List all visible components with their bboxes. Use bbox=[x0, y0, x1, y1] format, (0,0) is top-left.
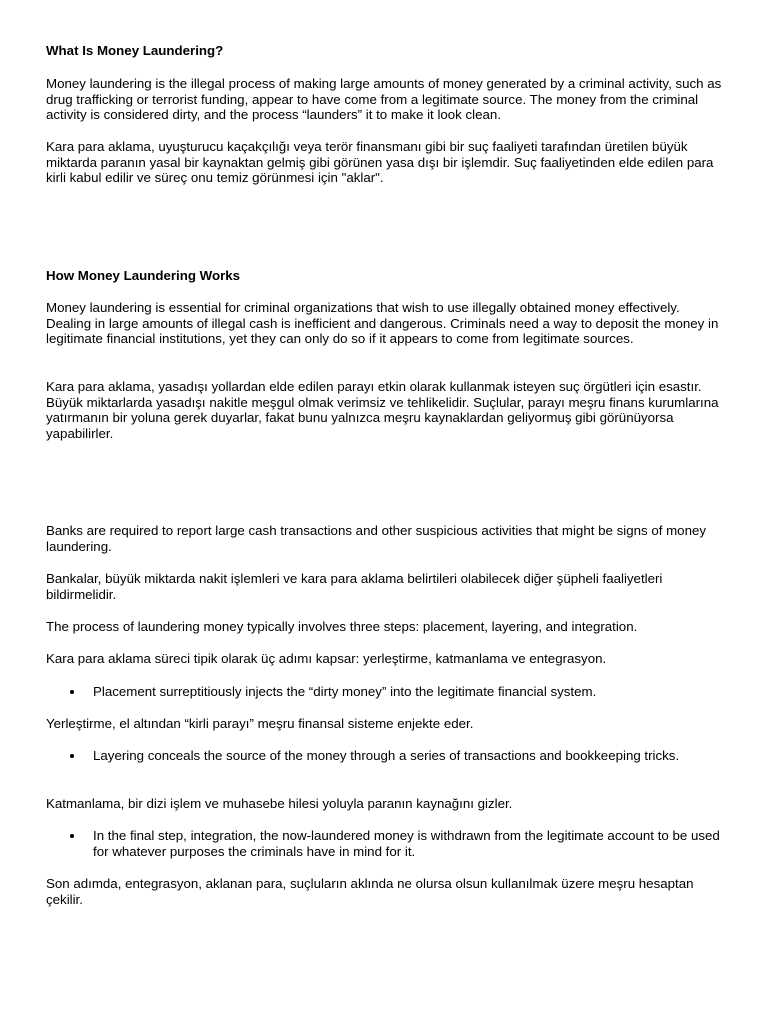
list-item-layering bbox=[46, 748, 722, 764]
paragraph-how-it-works-en: Money laundering is essential for criminal organizations that wish to use illegally obtained money effectively. Dealing in large amounts of illegal cash is inefficient and dangerous. Criminals need a way to deposit the money in legitimate financial institutions, yet they can only do so if it appears to come from legitimate sources. bbox=[46, 300, 719, 347]
bullet-icon bbox=[46, 828, 93, 859]
bullet-text-layering: Layering conceals the source of the money through a series of transactions and bookkeeping tricks. bbox=[93, 748, 680, 763]
paragraph-placement-tr: Yerleştirme, el altından “kirli parayı” meşru finansal sisteme enjekte eder. bbox=[46, 716, 474, 731]
bullet-icon bbox=[46, 748, 93, 764]
paragraph-banks-tr: Bankalar, büyük miktarda nakit işlemleri ve kara para aklama belirtileri olabilecek diğer şüpheli faaliyetleri bildirmelidir. bbox=[46, 571, 663, 602]
list-item-placement bbox=[46, 684, 722, 700]
bullet-text-placement: Placement surreptitiously injects the “dirty money” into the legitimate financial system. bbox=[93, 684, 597, 699]
paragraph-banks-en: Banks are required to report large cash transactions and other suspicious activities that might be signs of money laundering. bbox=[46, 523, 707, 554]
paragraph-process-en: The process of laundering money typically involves three steps: placement, layering, and integration. bbox=[46, 619, 638, 634]
list-item-integration bbox=[46, 828, 722, 859]
bullet-text-integration: In the final step, integration, the now-laundered money is withdrawn from the legitimate account to be used for whatever purposes the criminals have in mind for it. bbox=[93, 828, 720, 859]
heading-what-is-money-laundering: What Is Money Laundering? bbox=[46, 43, 224, 58]
paragraph-layering-tr: Katmanlama, bir dizi işlem ve muhasebe hilesi yoluyla paranın kaynağını gizler. bbox=[46, 796, 513, 811]
heading-how-money-laundering-works: How Money Laundering Works bbox=[46, 268, 241, 283]
bullet-icon bbox=[46, 684, 93, 700]
paragraph-process-tr: Kara para aklama süreci tipik olarak üç adımı kapsar: yerleştirme, katmanlama ve entegrasyon. bbox=[46, 651, 607, 666]
paragraph-how-it-works-tr: Kara para aklama, yasadışı yollardan elde edilen parayı etkin olarak kullanmak isteyen suç örgütleri için esastır. Büyük miktarlarda yasadışı nakitle meşgul olmak verimsiz ve tehlikelidir. Suçlular, parayı meşru finans kurumlarına yatırmanın bir yoluna gerek duyarlar, fakat bunu yalnızca meşru kaynaklardan geliyormuş gibi görünüyorsa yapabilirler. bbox=[46, 379, 719, 441]
paragraph-definition-tr: Kara para aklama, uyuşturucu kaçakçılığı veya terör finansmanı gibi bir suç faaliyeti tarafından üretilen büyük miktarda paranın yasal bir kaynaktan gelmiş gibi görünen yasa dışı bir işlemdir. Suç faaliyetinden elde edilen para kirli kabul edilir ve süreç onu temiz görünmesi için "aklar". bbox=[46, 139, 714, 186]
paragraph-definition-en: Money laundering is the illegal process of making large amounts of money generated by a criminal activity, such as drug trafficking or terrorist funding, appear to have come from a legitimate source. The money from the criminal activity is considered dirty, and the process “launders” it to make it look clean. bbox=[46, 76, 722, 123]
paragraph-integration-tr: Son adımda, entegrasyon, aklanan para, suçluların aklında ne olursa olsun kullanılmak üzere meşru hesaptan çekilir. bbox=[46, 876, 694, 907]
